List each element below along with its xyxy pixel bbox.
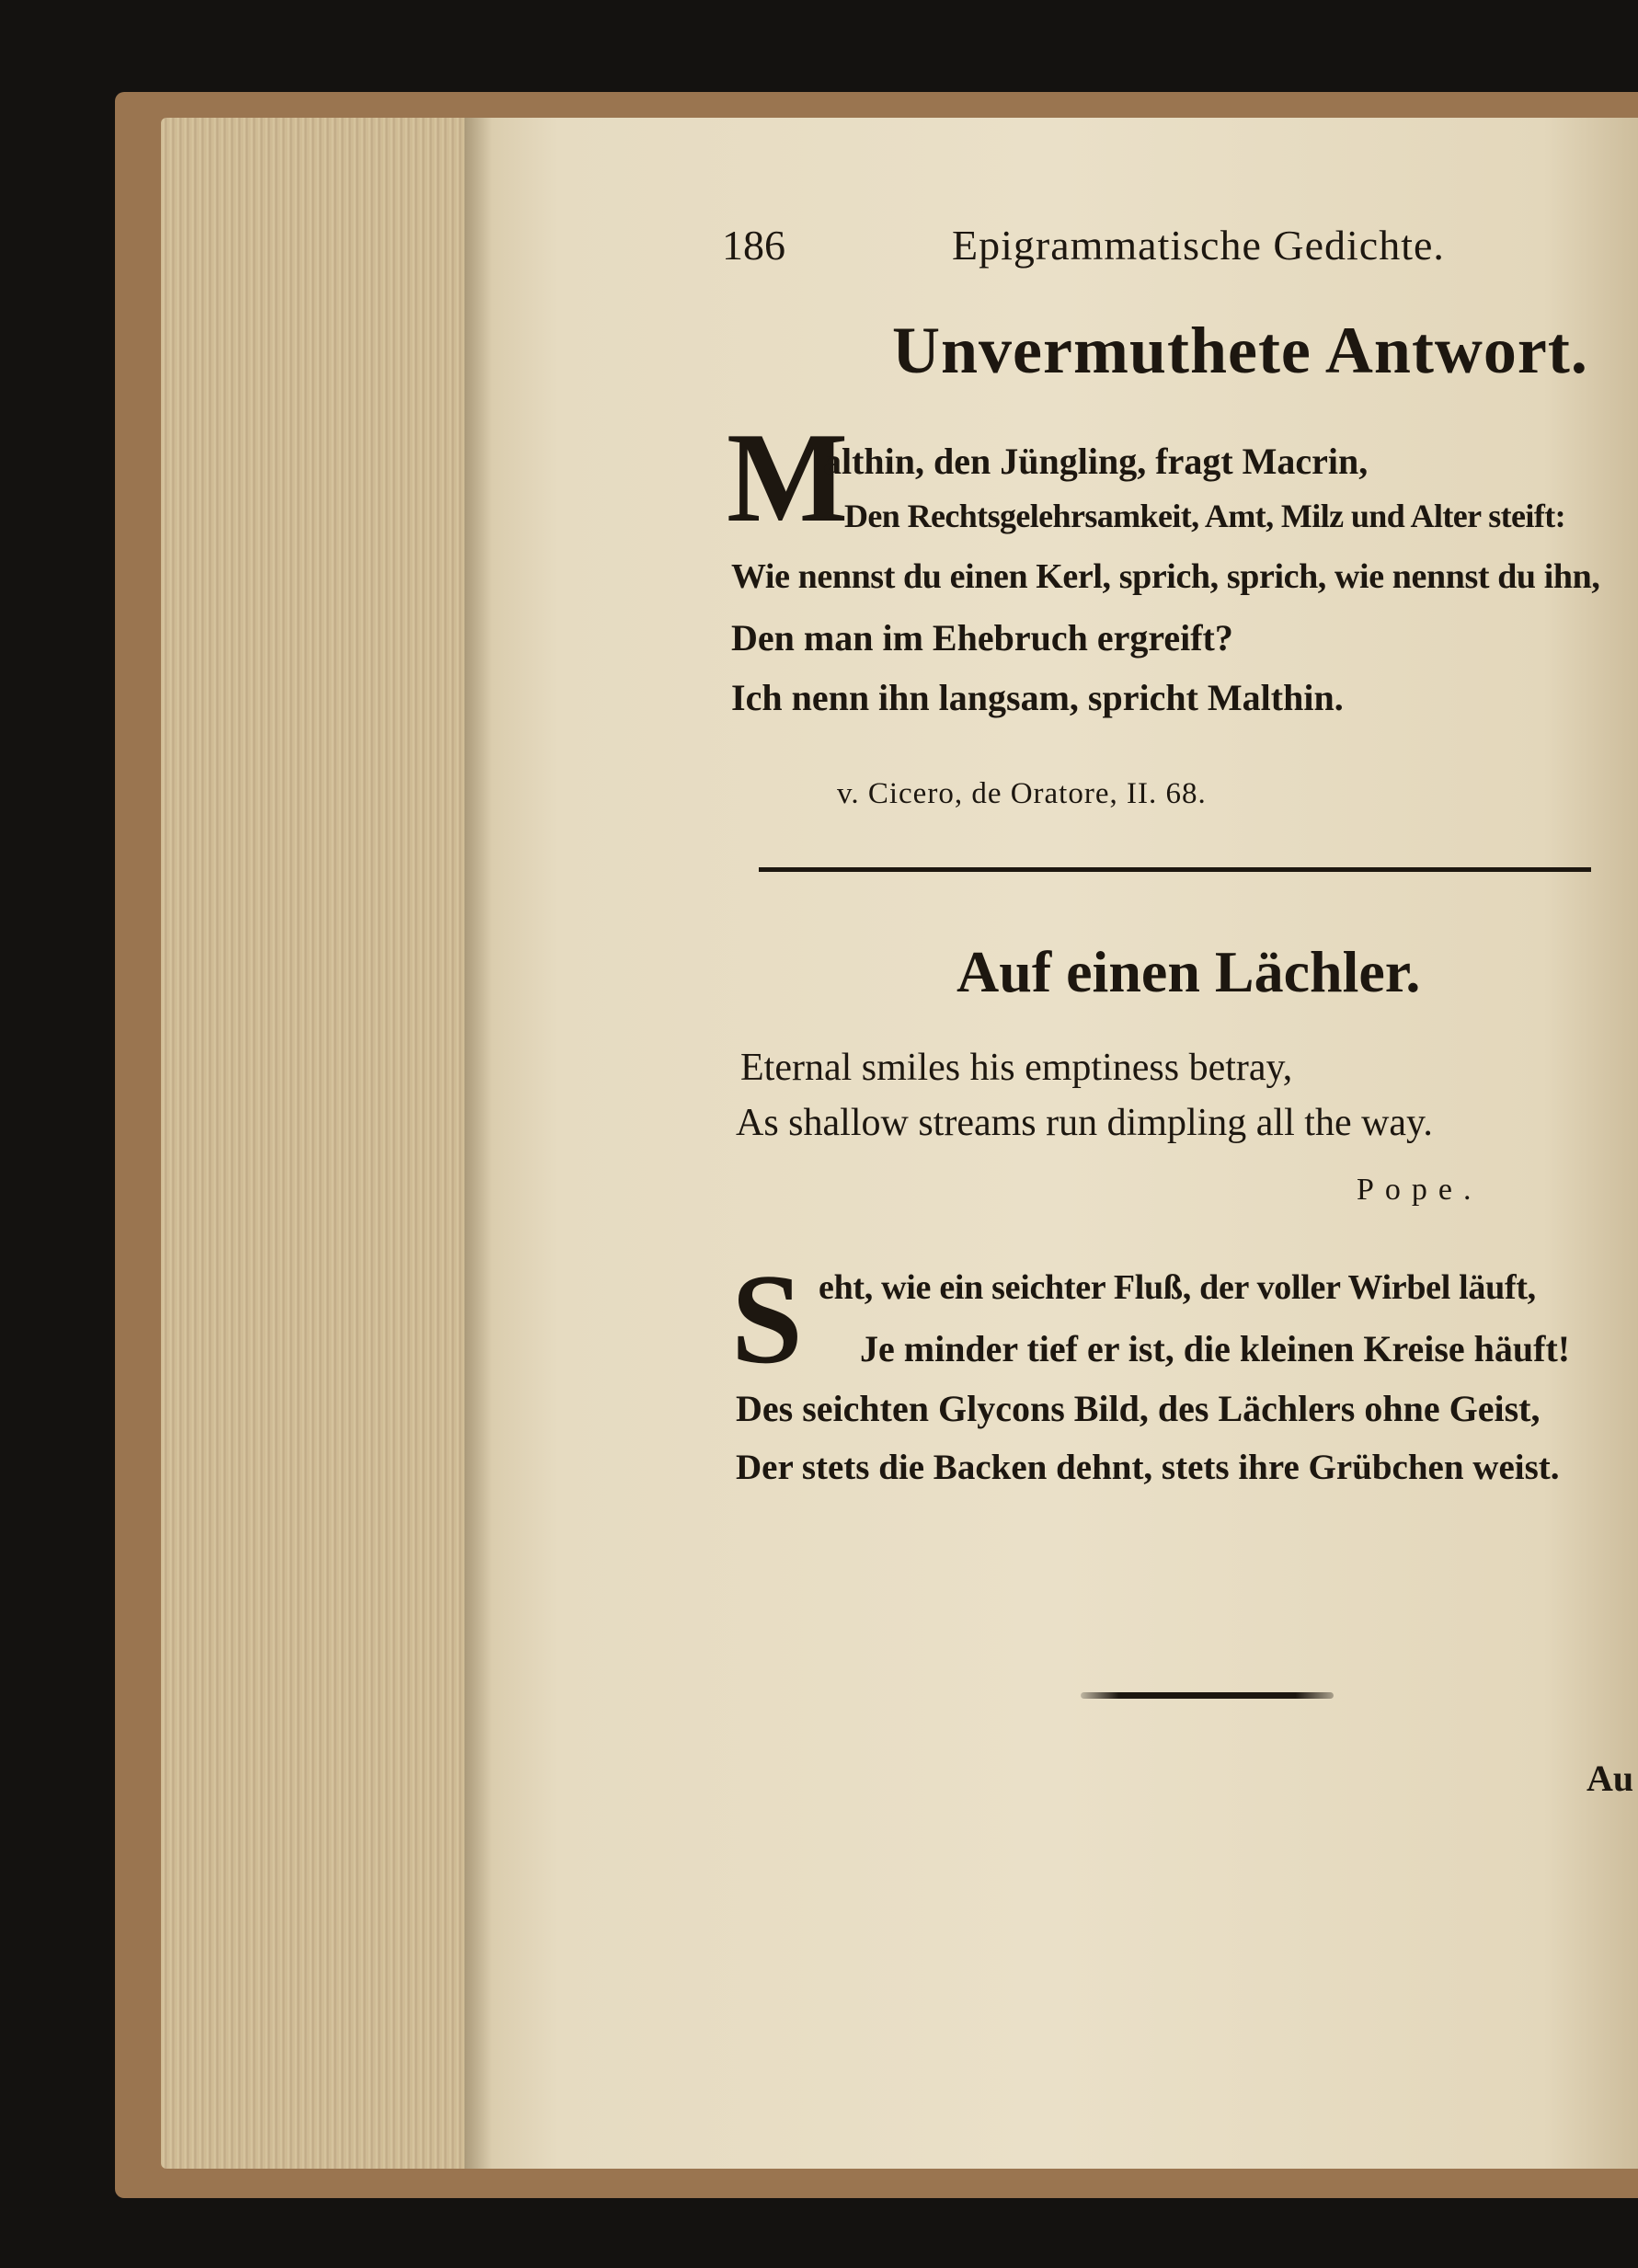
english-line-2: As shallow streams run dimpling all the way. <box>736 1102 1433 1144</box>
end-ornament-rule <box>1081 1692 1334 1699</box>
poem-title-1: Unvermuthete Antwort. <box>892 314 1588 387</box>
section-divider <box>759 867 1591 872</box>
poem2-line-1: eht, wie ein seichter Fluß, der voller Wirbel läuft, <box>819 1268 1536 1307</box>
poem1-line-1: althin, den Jüngling, fragt Macrin, <box>823 441 1369 482</box>
poem1-line-5: Ich nenn ihn langsam, spricht Malthin. <box>731 677 1344 718</box>
poem-title-2: Auf einen Lächler. <box>956 939 1421 1004</box>
poem2-line-3: Des seichten Glycons Bild, des Lächlers ohne Geist, <box>736 1388 1541 1429</box>
drop-cap-m: M <box>727 407 849 549</box>
poem2-line-2: Je minder tief er ist, die kleinen Kreise häuft! <box>860 1328 1571 1369</box>
poem1-line-3: Wie nennst du einen Kerl, sprich, sprich, wie nennst du ihn, <box>731 557 1600 596</box>
page-edges <box>161 118 464 2169</box>
poem1-line-4: Den man im Ehebruch ergreift? <box>731 617 1233 659</box>
page-fold-shadow <box>464 118 492 2169</box>
english-line-1: Eternal smiles his emptiness betray, <box>740 1047 1293 1089</box>
drop-cap-s: S <box>731 1248 803 1391</box>
poem2-line-4: Der stets die Backen dehnt, stets ihre Grübchen weist. <box>736 1448 1560 1487</box>
poem1-line-2: Den Rechtsgelehrsamkeit, Amt, Milz und Alter steift: <box>844 498 1565 534</box>
running-title: Epigrammatische Gedichte. <box>952 222 1445 269</box>
page-number: 186 <box>722 222 785 269</box>
source-citation: v. Cicero, de Oratore, II. 68. <box>837 777 1207 810</box>
catchword: Au <box>1586 1758 1634 1799</box>
attribution: Pope. <box>1357 1173 1483 1207</box>
